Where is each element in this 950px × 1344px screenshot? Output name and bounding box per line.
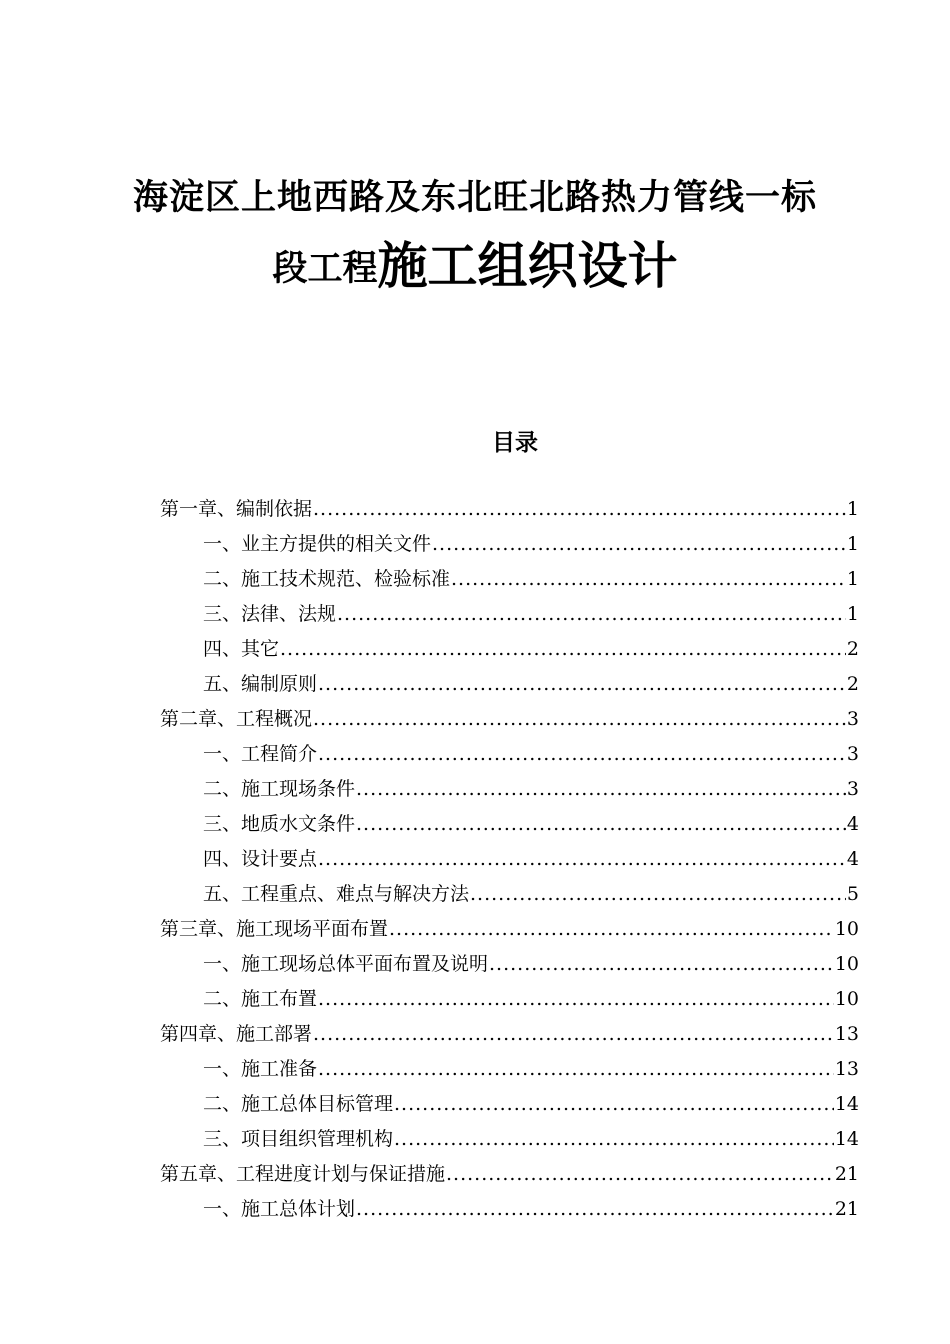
toc-entry-label: 五、编制原则: [203, 673, 318, 695]
toc-dot-leader: [394, 1087, 834, 1122]
toc-entry-label: 一、业主方提供的相关文件: [203, 533, 432, 555]
toc-entry-label: 二、施工技术规范、检验标准: [203, 568, 451, 590]
toc-entry-page-number: 2: [846, 673, 859, 695]
toc-entry[interactable]: [203, 1087, 859, 1122]
toc-entry-label: 第一章、编制依据: [160, 498, 313, 520]
toc-entry-page-number: 10: [834, 918, 859, 940]
toc-entry-label: 二、施工布置: [203, 988, 318, 1010]
title-prefix: 段工程: [272, 248, 378, 289]
toc-dot-leader: [446, 1157, 834, 1192]
toc-entry[interactable]: [203, 947, 859, 982]
toc-entry-page-number: 14: [834, 1128, 859, 1150]
toc-entry[interactable]: [203, 877, 859, 912]
toc-entry[interactable]: [203, 632, 859, 667]
toc-entry[interactable]: [203, 737, 859, 772]
toc-dot-leader: [318, 982, 834, 1017]
toc-dot-leader: [356, 772, 846, 807]
toc-entry-page-number: 1: [846, 568, 859, 590]
toc-entry-page-number: 21: [834, 1198, 859, 1220]
toc-entry-page-number: 1: [846, 533, 859, 555]
toc-entry-label: 一、工程简介: [203, 743, 318, 765]
toc-entry-label: 一、施工现场总体平面布置及说明: [203, 953, 489, 975]
document-title-line-1: 海淀区上地西路及东北旺北路热力管线一标: [132, 177, 817, 218]
toc-entry[interactable]: [160, 702, 859, 737]
toc-entry-page-number: 21: [834, 1163, 859, 1185]
toc-entry-page-number: 13: [834, 1023, 859, 1045]
toc-heading: 目录: [492, 429, 538, 456]
toc-dot-leader: [318, 737, 846, 772]
toc-dot-leader: [489, 947, 834, 982]
toc-entry-label: 三、法律、法规: [203, 603, 337, 625]
toc-entry[interactable]: [203, 772, 859, 807]
toc-entry[interactable]: [203, 597, 859, 632]
toc-entry-page-number: 3: [846, 708, 859, 730]
toc-entry[interactable]: [160, 492, 859, 527]
toc-entry-page-number: 13: [834, 1058, 859, 1080]
toc-entry[interactable]: [203, 527, 859, 562]
toc-dot-leader: [337, 597, 846, 632]
toc-dot-leader: [313, 492, 846, 527]
toc-dot-leader: [280, 632, 846, 667]
toc-entry-label: 四、设计要点: [203, 848, 318, 870]
toc-entry-page-number: 10: [834, 953, 859, 975]
toc-dot-leader: [356, 1192, 834, 1227]
toc-dot-leader: [389, 912, 834, 947]
toc-entry-page-number: 1: [846, 603, 859, 625]
toc-entry-page-number: 4: [846, 813, 859, 835]
toc-entry-label: 五、工程重点、难点与解决方法: [203, 883, 470, 905]
toc-entry-page-number: 4: [846, 848, 859, 870]
toc-dot-leader: [318, 667, 846, 702]
toc-entry[interactable]: [203, 1052, 859, 1087]
toc-entry-page-number: 1: [846, 498, 859, 520]
toc-entry-label: 三、地质水文条件: [203, 813, 356, 835]
toc-dot-leader: [313, 702, 846, 737]
toc-entry-label: 二、施工总体目标管理: [203, 1093, 394, 1115]
title-emphasis: 施工组织设计: [377, 236, 678, 295]
toc-entry-label: 一、施工准备: [203, 1058, 318, 1080]
toc-entry-label: 第三章、施工现场平面布置: [160, 918, 389, 940]
toc-entry-page-number: 10: [834, 988, 859, 1010]
toc-dot-leader: [318, 842, 846, 877]
toc-dot-leader: [432, 527, 846, 562]
toc-entry[interactable]: [203, 842, 859, 877]
toc-entry[interactable]: [203, 562, 859, 597]
toc-entry[interactable]: [203, 807, 859, 842]
toc-entry[interactable]: [160, 1157, 859, 1192]
toc-dot-leader: [318, 1052, 834, 1087]
toc-entry[interactable]: [203, 982, 859, 1017]
toc-entry-label: 第四章、施工部署: [160, 1023, 313, 1045]
toc-entry-label: 第二章、工程概况: [160, 708, 313, 730]
toc-dot-leader: [451, 562, 846, 597]
toc-entry[interactable]: [160, 1017, 859, 1052]
toc-dot-leader: [394, 1122, 834, 1157]
toc-entry[interactable]: [203, 1122, 859, 1157]
toc-entry[interactable]: [203, 1192, 859, 1227]
toc-entry-label: 三、项目组织管理机构: [203, 1128, 394, 1150]
toc-entry-label: 第五章、工程进度计划与保证措施: [160, 1163, 446, 1185]
toc-entry-label: 一、施工总体计划: [203, 1198, 356, 1220]
toc-entry[interactable]: [160, 912, 859, 947]
toc-entry-page-number: 14: [834, 1093, 859, 1115]
toc-dot-leader: [470, 877, 846, 912]
document-title-line-2: [0, 226, 950, 298]
toc-dot-leader: [356, 807, 846, 842]
toc-entry-page-number: 2: [846, 638, 859, 660]
toc-entry-page-number: 5: [846, 883, 859, 905]
toc-entry-page-number: 3: [846, 778, 859, 800]
toc-dot-leader: [313, 1017, 834, 1052]
toc-entry-page-number: 3: [846, 743, 859, 765]
toc-entry-label: 二、施工现场条件: [203, 778, 356, 800]
toc-entry[interactable]: [203, 667, 859, 702]
toc-entry-label: 四、其它: [203, 638, 280, 660]
